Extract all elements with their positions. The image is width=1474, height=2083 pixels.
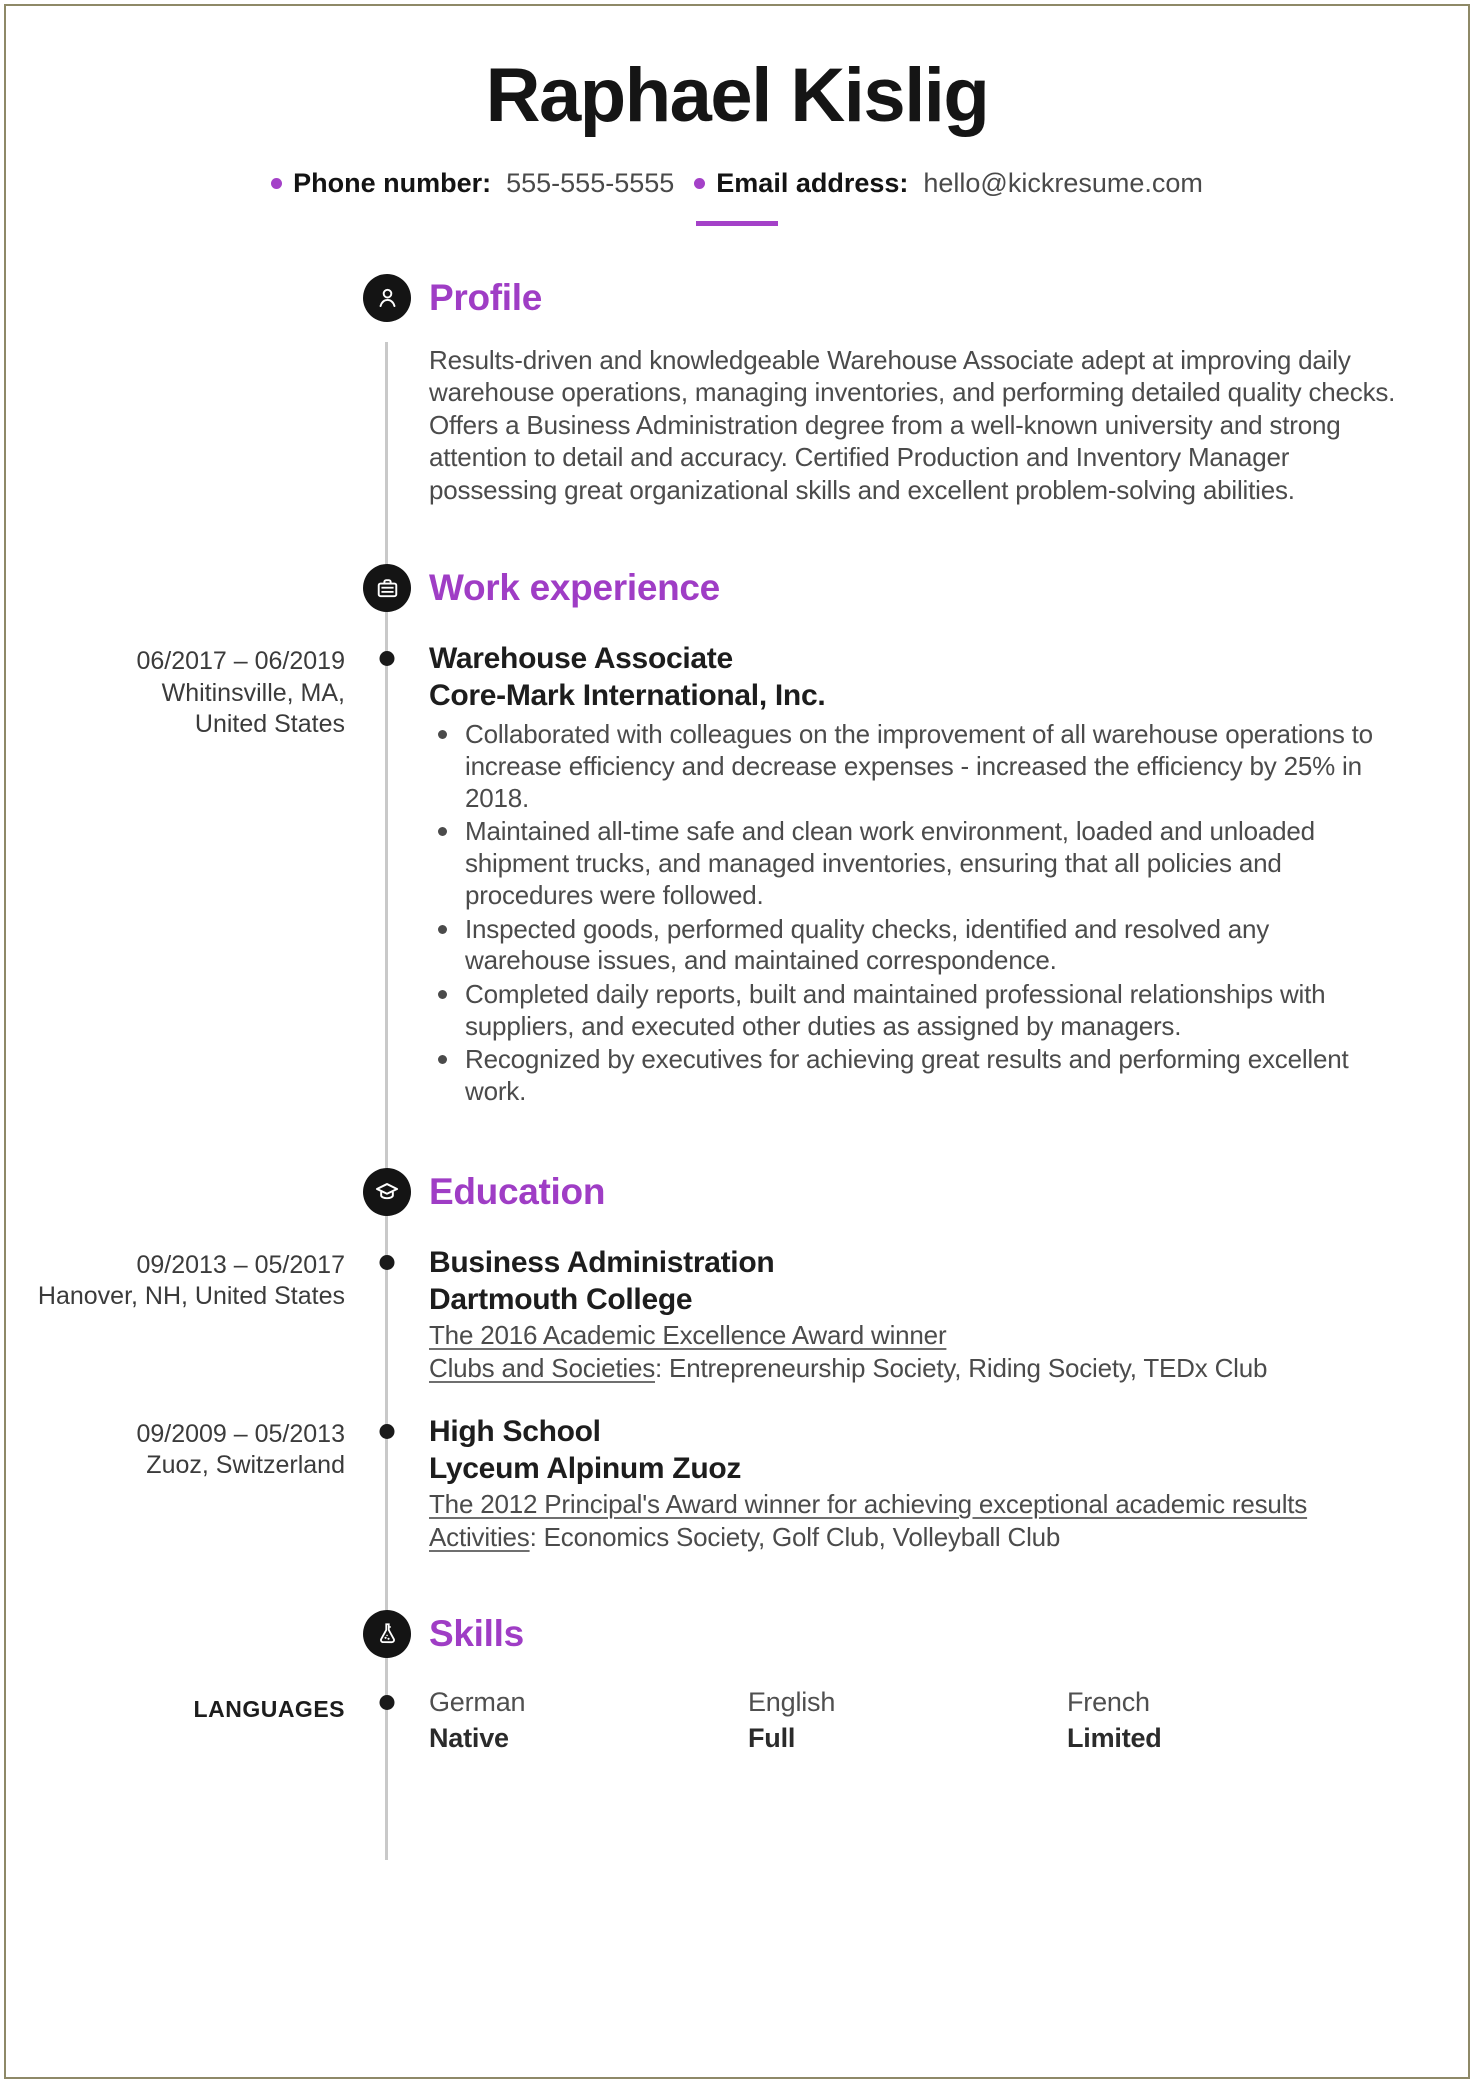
email-value: hello@kickresume.com xyxy=(923,167,1203,198)
degree-title: High School xyxy=(429,1414,601,1448)
flask-icon xyxy=(363,1610,411,1658)
work-entry xyxy=(0,642,1474,1108)
timeline-dot xyxy=(380,1424,395,1439)
phone-contact xyxy=(271,168,674,199)
profile-text: Results-driven and knowledgeable Warehouse Associate adept at improving daily warehouse operations, managing inventories, and performing detailed quality checks. Offers a Business Administration degree from a well-known university and strong attention to detail and accuracy. Certified Production and Inventory Manager possessing great organizational skills and excellent problem-solving abilities. xyxy=(429,344,1396,505)
skills-section-title: Skills xyxy=(429,1612,524,1654)
entry-location-line: United States xyxy=(194,710,345,739)
activities-value: : Economics Society, Golf Club, Volleyball Club xyxy=(529,1521,1061,1552)
activities-label: Activities xyxy=(429,1521,530,1552)
phone-value: 555-555-5555 xyxy=(506,167,675,198)
language-level: Limited xyxy=(1067,1722,1162,1753)
award-line: The 2012 Principal's Award winner for achieving exceptional academic results xyxy=(429,1488,1308,1519)
work-section-title: Work experience xyxy=(429,567,720,609)
education-entry xyxy=(0,1246,1474,1385)
language-level: Full xyxy=(748,1722,796,1753)
profile-section-title: Profile xyxy=(429,276,543,318)
activities-line xyxy=(429,1521,1404,1554)
school-name: Dartmouth College xyxy=(429,1282,693,1316)
duty-item: Completed daily reports, built and maintained professional relationships with suppliers, and executed other duties as assigned by managers. xyxy=(429,979,1389,1042)
language-name: German xyxy=(429,1686,526,1717)
briefcase-icon xyxy=(363,564,411,612)
language-name: English xyxy=(748,1686,836,1717)
section-education xyxy=(0,1168,1474,1554)
language-item xyxy=(1067,1686,1386,1756)
language-level: Native xyxy=(429,1722,509,1753)
entry-location-line: Zuoz, Switzerland xyxy=(146,1451,345,1480)
duty-item: Collaborated with colleagues on the improvement of all warehouse operations to increase efficiency and decrease expenses - increased the efficiency by 25% in 2018. xyxy=(429,719,1389,814)
languages-row xyxy=(0,1686,1474,1756)
degree-title: Business Administration xyxy=(429,1245,775,1279)
entry-dates: 09/2013 – 05/2017 xyxy=(136,1250,345,1279)
duty-item: Recognized by executives for achieving great results and performing excellent work. xyxy=(429,1044,1389,1107)
contact-line xyxy=(0,168,1474,199)
email-label: Email address: xyxy=(716,167,909,198)
entry-dates: 06/2017 – 06/2019 xyxy=(136,647,345,676)
timeline-dot xyxy=(380,1695,395,1710)
entry-location-line: Whitinsville, MA, xyxy=(161,678,345,707)
person-icon xyxy=(363,274,411,322)
bullet-icon xyxy=(271,178,282,189)
section-profile xyxy=(0,274,1474,507)
section-work-experience xyxy=(0,564,1474,1108)
education-section-title: Education xyxy=(429,1170,606,1212)
entry-dates: 09/2009 – 05/2013 xyxy=(136,1419,345,1448)
company-name: Core-Mark International, Inc. xyxy=(429,679,826,713)
email-contact xyxy=(694,168,1203,199)
school-name: Lyceum Alpinum Zuoz xyxy=(429,1451,742,1485)
timeline-dot xyxy=(380,1255,395,1270)
clubs-value: : Entrepreneurship Society, Riding Society, TEDx Club xyxy=(655,1352,1268,1383)
job-title: Warehouse Associate xyxy=(429,642,733,676)
languages-label: LANGUAGES xyxy=(193,1695,345,1722)
language-name: French xyxy=(1067,1686,1150,1717)
bullet-icon xyxy=(694,178,705,189)
duty-item: Maintained all-time safe and clean work environment, loaded and unloaded shipment trucks, and managed inventories, ensuring that all policies and procedures were followed. xyxy=(429,816,1389,911)
clubs-label: Clubs and Societies xyxy=(429,1352,655,1383)
section-skills xyxy=(0,1610,1474,1756)
timeline-dot xyxy=(380,651,395,666)
duty-item: Inspected goods, performed quality checks, identified and resolved any warehouse issues, and maintained correspondence. xyxy=(429,914,1389,977)
language-item xyxy=(429,1686,748,1756)
clubs-line xyxy=(429,1352,1404,1385)
resume-header xyxy=(0,0,1474,226)
job-duties-list xyxy=(429,719,1389,1108)
entry-location-line: Hanover, NH, United States xyxy=(37,1282,345,1311)
graduation-cap-icon xyxy=(363,1168,411,1216)
language-item xyxy=(748,1686,1067,1756)
award-line: The 2016 Academic Excellence Award winner xyxy=(429,1319,947,1350)
resume-name: Raphael Kislig xyxy=(485,53,989,138)
phone-label: Phone number: xyxy=(293,167,492,198)
header-divider xyxy=(696,221,778,226)
education-entry xyxy=(0,1415,1474,1554)
